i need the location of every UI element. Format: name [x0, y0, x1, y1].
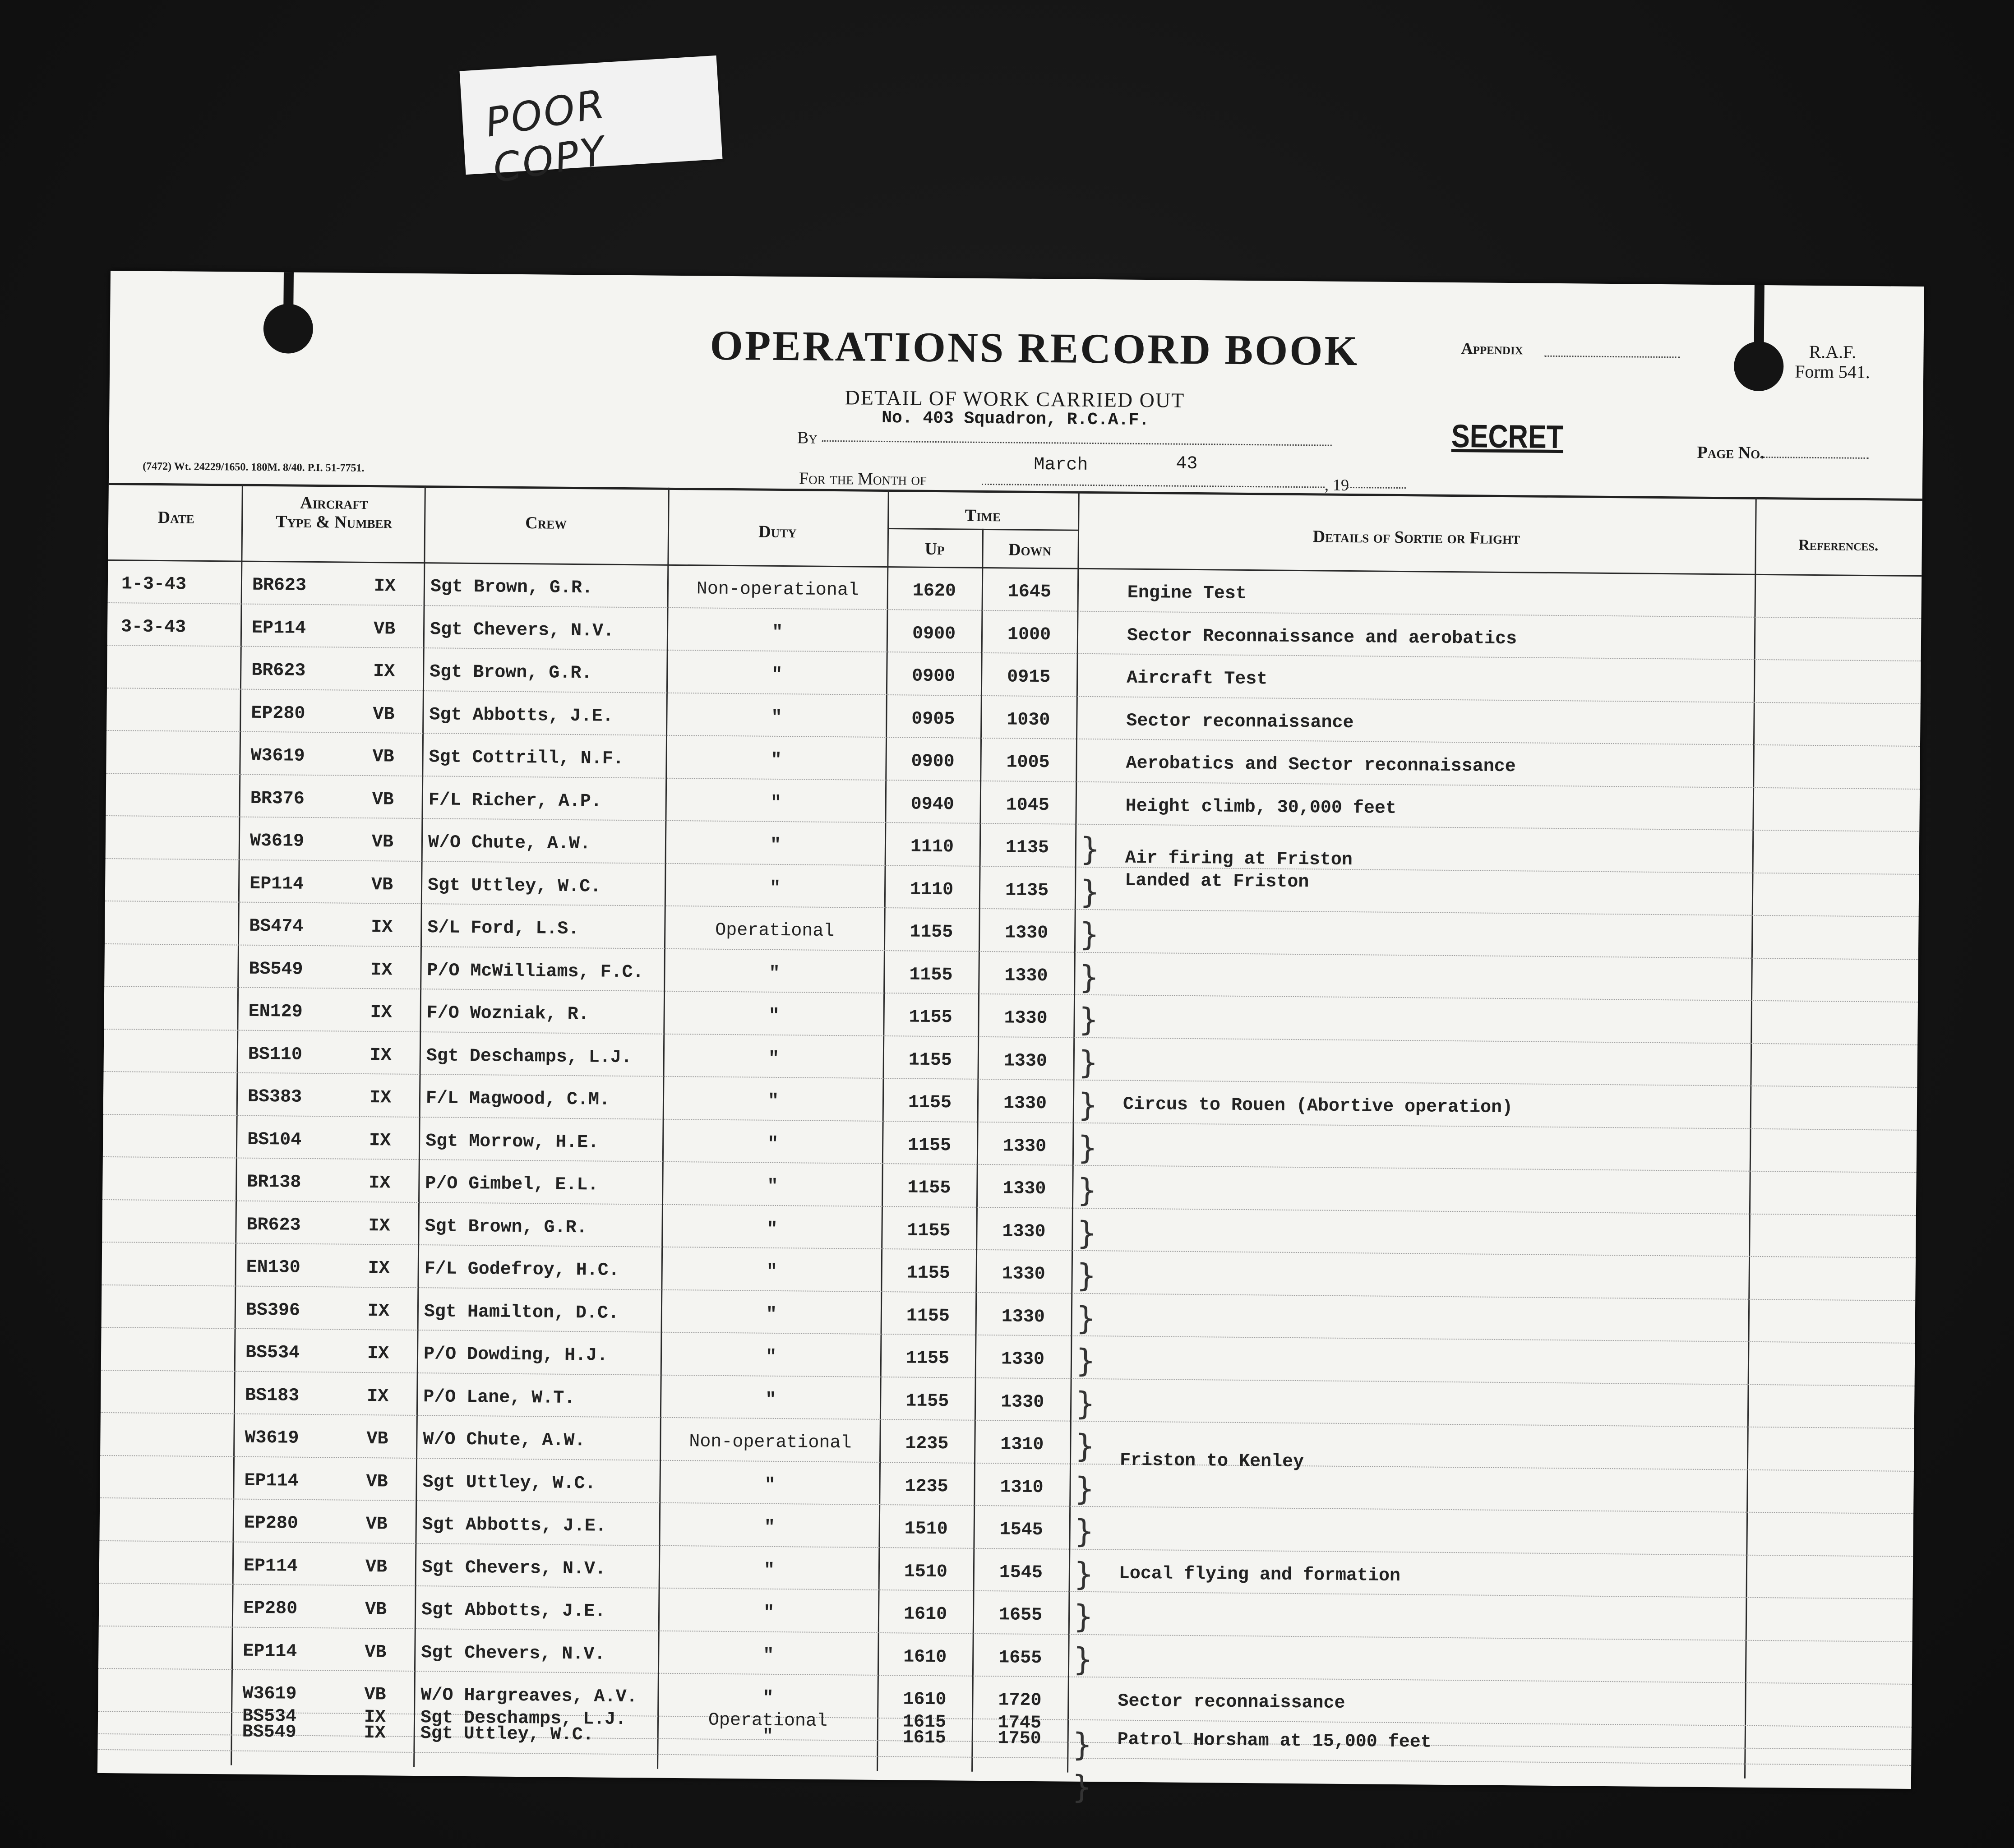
cell-number: BR623: [252, 575, 307, 596]
group-brace: }: [1074, 1470, 1095, 1507]
table-row: [102, 1327, 1915, 1343]
table-row: [101, 1412, 1914, 1428]
table-row: [100, 1497, 1913, 1514]
cell-type: IX: [364, 1707, 386, 1728]
cell-crew: Sgt Abbotts, J.E.: [429, 704, 614, 727]
col-references-header: References.: [1798, 536, 1879, 554]
cell-duty: ": [769, 878, 781, 899]
page-label: Page No.: [1697, 443, 1765, 463]
cell-duty: ": [766, 1304, 777, 1325]
group-note: Air firing at Friston: [1125, 848, 1353, 871]
col-crew-header: Crew: [525, 513, 567, 533]
cell-up: 1155: [909, 965, 953, 985]
cell-crew: Sgt Chevers, N.V.: [421, 1642, 605, 1665]
cell-type: IX: [367, 1344, 389, 1364]
cell-crew: Sgt Chevers, N.V.: [421, 1557, 606, 1580]
cell-down: 1330: [1003, 1093, 1047, 1114]
table-row: [99, 1583, 1913, 1599]
column-divider: [1744, 497, 1757, 1779]
table-row: [102, 1284, 1915, 1300]
col-aircraft-header-line-1: Aircraft: [300, 493, 368, 513]
cell-number: BR376: [250, 788, 305, 809]
group-brace: }: [1079, 873, 1100, 910]
column-divider: [231, 484, 243, 1765]
cell-number: EP114: [243, 1641, 297, 1662]
by-field: [822, 440, 1332, 446]
cell-type: VB: [365, 1642, 387, 1663]
cell-number: BR138: [247, 1172, 301, 1193]
cell-number: EP114: [249, 873, 304, 895]
cell-duty: ": [771, 707, 782, 728]
cell-crew: Sgt Morrow, H.E.: [425, 1131, 599, 1153]
cell-type: IX: [370, 960, 393, 981]
form-id: [1795, 342, 1870, 382]
group-brace: }: [1076, 1214, 1097, 1252]
cell-crew: Sgt Deschamps, L.J.: [426, 1045, 633, 1068]
cell-crew: W/O Hargreaves, A.V.: [420, 1685, 637, 1708]
cell-down: 1720: [998, 1690, 1042, 1711]
cell-date: 1-3-43: [121, 574, 187, 595]
cell-up: 1110: [910, 879, 954, 900]
cell-number: BS474: [249, 916, 304, 937]
group-brace: }: [1077, 1129, 1098, 1166]
cell-number: BR623: [246, 1215, 301, 1236]
cell-crew: Sgt Deschamps, L.J.: [420, 1708, 627, 1730]
cell-duty: ": [768, 1049, 780, 1069]
table-row: [106, 772, 1920, 789]
cell-down: 1330: [1003, 1050, 1047, 1072]
cell-details: Aerobatics and Sector reconnaissance: [1126, 753, 1516, 777]
table-row: [99, 1540, 1913, 1556]
cell-up: 1620: [912, 581, 956, 602]
cell-type: VB: [373, 619, 396, 640]
cell-duty: Non-operational: [696, 579, 859, 601]
group-brace: }: [1073, 1555, 1094, 1593]
cell-number: BS549: [242, 1722, 296, 1743]
cell-down: 1330: [1001, 1349, 1045, 1370]
month-value: March: [1034, 454, 1088, 476]
cell-crew: Sgt Abbotts, J.E.: [422, 1515, 607, 1537]
cell-number: BS396: [245, 1300, 300, 1321]
cell-duty: Operational: [715, 920, 835, 942]
cell-number: W3619: [249, 831, 305, 852]
poor-copy-text: POOR COPY: [482, 80, 610, 192]
group-brace: }: [1075, 1342, 1096, 1380]
table-row: [104, 1071, 1917, 1087]
cell-up: 1155: [908, 1092, 952, 1113]
cell-details: Sector reconnaissance: [1118, 1691, 1345, 1714]
cell-type: IX: [370, 1045, 392, 1066]
cell-duty: ": [767, 1176, 778, 1197]
table-row: [98, 1668, 1912, 1684]
cell-up: 0900: [912, 666, 956, 687]
cell-duty: ": [771, 750, 782, 771]
group-brace: }: [1074, 1512, 1095, 1550]
cell-crew: Sgt Uttley, W.C.: [422, 1472, 596, 1494]
cell-up: 1155: [908, 1050, 952, 1071]
cell-duty: ": [762, 1688, 774, 1709]
group-brace: }: [1076, 1171, 1098, 1209]
group-brace: }: [1076, 1257, 1097, 1294]
cell-number: W3619: [250, 745, 305, 767]
cell-type: VB: [365, 1557, 388, 1577]
form-id-line-1: R.A.F.: [1809, 341, 1857, 362]
poor-copy-label: [460, 55, 723, 192]
cell-duty: Operational: [708, 1710, 828, 1732]
cell-duty: ": [769, 963, 780, 984]
form-title: OPERATIONS RECORD BOOK: [710, 322, 1359, 375]
cell-number: W3619: [242, 1683, 297, 1705]
cell-details: Aircraft Test: [1127, 668, 1268, 690]
cell-duty: ": [770, 835, 781, 856]
table-row: [106, 815, 1919, 832]
cell-up: 1155: [905, 1348, 950, 1369]
cell-type: VB: [366, 1429, 388, 1450]
table-row: [102, 1199, 1916, 1215]
cell-type: VB: [373, 704, 395, 725]
col-up-header: Up: [924, 539, 945, 559]
group-note: Landed at Friston: [1125, 870, 1309, 893]
col-duty-header: Duty: [758, 522, 797, 542]
cell-number: BS183: [245, 1385, 300, 1406]
cell-down: 1750: [998, 1728, 1041, 1750]
table-row: [108, 602, 1922, 618]
cell-type: IX: [369, 1173, 391, 1194]
cell-down: 1330: [1002, 1136, 1047, 1157]
cell-crew: F/O Wozniak, R.: [426, 1003, 589, 1025]
punch-hole-left: [263, 304, 313, 354]
cell-type: VB: [371, 874, 393, 896]
cell-crew: F/L Richer, A.P.: [428, 790, 602, 812]
cell-number: BS104: [247, 1129, 302, 1150]
form-id-line-2: Form 541.: [1794, 361, 1871, 383]
col-aircraft-header-line-2: Type & Number: [275, 512, 393, 532]
cell-type: IX: [364, 1723, 386, 1744]
appendix-label: Appendix: [1461, 339, 1523, 358]
group-brace: }: [1079, 915, 1100, 953]
cell-duty: ": [763, 1645, 774, 1666]
cell-crew: S/L Ford, L.S.: [427, 918, 579, 940]
cell-down: 1135: [1005, 880, 1049, 901]
cell-duty: ": [765, 1347, 777, 1368]
table-header-rule: [108, 559, 1922, 577]
cell-crew: Sgt Abbotts, J.E.: [421, 1600, 606, 1622]
cell-down: 1030: [1007, 709, 1050, 730]
group-brace: }: [1075, 1385, 1096, 1422]
cell-up: 1610: [903, 1689, 947, 1710]
cell-down: 1330: [1002, 1221, 1046, 1242]
form-subtitle: DETAIL OF WORK CARRIED OUT: [845, 386, 1185, 412]
cell-number: EP114: [243, 1556, 298, 1577]
cell-down: 1655: [998, 1647, 1042, 1668]
cell-crew: Sgt Brown, G.R.: [430, 662, 592, 684]
cell-down: 1330: [1005, 923, 1049, 944]
table-row: [107, 645, 1921, 661]
group-brace: }: [1072, 1768, 1092, 1806]
cell-down: 1330: [1001, 1306, 1045, 1327]
table-row: [107, 687, 1921, 703]
cell-down: 1645: [1007, 582, 1052, 603]
cell-details: Engine Test: [1127, 582, 1247, 604]
col-date-header: Date: [157, 508, 194, 527]
cell-up: 1510: [904, 1561, 948, 1582]
cell-number: BR623: [251, 660, 306, 681]
cell-type: IX: [369, 1130, 391, 1151]
cell-crew: W/O Chute, A.W.: [423, 1429, 586, 1451]
binding-slot-right: [1754, 285, 1765, 346]
group-brace: }: [1074, 1427, 1095, 1465]
cell-duty: ": [767, 1091, 779, 1112]
cell-crew: Sgt Hamilton, D.C.: [424, 1301, 619, 1324]
year-prefix: , 19: [1324, 476, 1349, 494]
cell-down: 1655: [998, 1605, 1043, 1626]
cell-down: 1330: [1004, 965, 1048, 986]
cell-up: 1110: [910, 836, 954, 858]
table-row: [105, 901, 1919, 917]
cell-duty: ": [767, 1219, 778, 1240]
cell-up: 0905: [911, 709, 955, 730]
cell-down: 1330: [1004, 1008, 1048, 1029]
group-brace: }: [1076, 1299, 1096, 1337]
group-brace: }: [1080, 830, 1100, 868]
cell-crew: P/O Dowding, H.J.: [423, 1344, 608, 1366]
table-row: [99, 1625, 1912, 1641]
cell-up: 1610: [903, 1646, 947, 1668]
table-row: [101, 1369, 1915, 1386]
cell-crew: Sgt Uttley, W.C.: [420, 1723, 594, 1746]
cell-number: BS549: [249, 959, 303, 980]
cell-date: 3-3-43: [120, 616, 186, 638]
cell-details: Height climb, 30,000 feet: [1125, 796, 1397, 819]
group-brace: }: [1072, 1726, 1093, 1763]
group-note: Friston to Kenley: [1119, 1450, 1304, 1473]
table-row: [104, 986, 1918, 1002]
cell-number: BS534: [242, 1706, 297, 1727]
col-aircraft-header: [244, 493, 425, 532]
cell-up: 0900: [912, 624, 956, 644]
table-row: [104, 1028, 1917, 1044]
cell-duty: ": [770, 793, 781, 813]
cell-up: 1235: [905, 1476, 948, 1497]
cell-down: 1000: [1007, 624, 1051, 645]
cell-down: 1745: [998, 1713, 1042, 1734]
cell-down: 1005: [1006, 752, 1050, 773]
group-brace: }: [1072, 1640, 1094, 1678]
table-row: [106, 858, 1919, 874]
cell-type: VB: [372, 747, 394, 767]
cell-type: IX: [368, 1215, 390, 1236]
cell-duty: ": [767, 1134, 779, 1155]
cell-down: 1330: [1002, 1178, 1046, 1200]
by-label: By: [797, 428, 818, 448]
cell-duty: ": [771, 665, 783, 686]
cell-details: Sector Reconnaissance and aerobatics: [1127, 625, 1517, 649]
cell-type: IX: [367, 1386, 389, 1407]
group-brace: }: [1078, 1001, 1099, 1039]
cell-crew: Sgt Cottrill, N.F.: [429, 747, 624, 769]
group-brace: }: [1077, 1086, 1098, 1124]
cell-down: 1545: [999, 1520, 1043, 1541]
punch-hole-right: [1734, 341, 1784, 391]
month-label: For the Month of: [799, 469, 927, 489]
cell-up: 1155: [905, 1391, 949, 1412]
cell-duty: ": [764, 1517, 775, 1538]
cell-duty: ": [763, 1560, 775, 1581]
cell-number: EP280: [251, 703, 305, 724]
cell-duty: ": [765, 1390, 776, 1410]
cell-duty: ": [768, 1006, 780, 1027]
operations-record-sheet: [97, 271, 1924, 1806]
cell-down: 1135: [1005, 837, 1049, 859]
cell-up: 1155: [906, 1305, 950, 1326]
cell-up: 1235: [905, 1433, 949, 1455]
cell-up: 1155: [907, 1220, 951, 1241]
cell-number: BS534: [245, 1342, 300, 1363]
cell-crew: F/L Godefroy, H.C.: [424, 1259, 619, 1281]
cell-number: EP280: [244, 1513, 299, 1534]
group-brace: }: [1073, 1598, 1094, 1635]
cell-type: IX: [373, 661, 395, 682]
month-field: [982, 484, 1325, 488]
cell-duty: Non-operational: [689, 1432, 852, 1454]
table-row: [100, 1455, 1914, 1471]
cell-number: BS110: [248, 1044, 303, 1065]
cell-down: 1310: [1000, 1434, 1044, 1455]
cell-duty: ": [763, 1603, 775, 1623]
cell-crew: Sgt Brown, G.R.: [425, 1216, 587, 1238]
cell-type: IX: [368, 1258, 390, 1279]
col-details-header: Details of Sortie or Flight: [1312, 527, 1520, 548]
col-down-header: Down: [1008, 540, 1052, 560]
cell-type: VB: [364, 1685, 386, 1705]
page-field: [1760, 457, 1869, 459]
cell-type: IX: [369, 1088, 392, 1109]
cell-up: 1510: [904, 1519, 948, 1540]
cell-down: 0915: [1007, 667, 1051, 688]
cell-type: VB: [371, 832, 394, 853]
cell-crew: Sgt Uttley, W.C.: [427, 875, 601, 897]
year-field: [1347, 487, 1406, 489]
cell-crew: Sgt Chevers, N.V.: [430, 619, 614, 642]
cell-down: 1310: [1000, 1477, 1044, 1498]
cell-down: 1330: [1000, 1391, 1044, 1413]
cell-crew: W/O Chute, A.W.: [428, 832, 591, 855]
cell-type: VB: [365, 1514, 388, 1535]
cell-up: 1155: [907, 1135, 952, 1156]
classification-stamp: SECRET: [1451, 418, 1564, 456]
cell-up: 1155: [909, 1007, 952, 1028]
cell-details: Patrol Horsham at 15,000 feet: [1117, 1729, 1432, 1753]
cell-number: EN129: [248, 1001, 303, 1022]
cell-number: EP114: [251, 618, 306, 639]
cell-down: 1045: [1006, 795, 1049, 816]
binding-slot-left: [283, 272, 294, 308]
cell-up: 0900: [911, 751, 955, 772]
cell-up: 1615: [902, 1728, 946, 1749]
cell-duty: ": [771, 622, 783, 643]
cell-type: VB: [372, 789, 394, 810]
table-row: [103, 1113, 1917, 1130]
cell-up: 1155: [906, 1263, 950, 1284]
cell-type: VB: [366, 1471, 388, 1492]
cell-type: IX: [374, 576, 396, 597]
cell-down: 1545: [999, 1562, 1043, 1583]
squadron-name: No. 403 Squadron, R.C.A.F.: [882, 408, 1150, 430]
cell-type: IX: [371, 917, 393, 938]
table-row: [97, 1749, 1911, 1765]
cell-number: EP114: [244, 1470, 299, 1492]
cell-up: 1615: [902, 1712, 947, 1733]
cell-crew: F/L Magwood, C.M.: [425, 1088, 610, 1110]
cell-number: EN130: [246, 1257, 300, 1278]
cell-crew: Sgt Brown, G.R.: [430, 577, 593, 599]
year-value: 43: [1176, 453, 1198, 475]
cell-crew: P/O McWilliams, F.C.: [427, 960, 644, 983]
table-row: [103, 1156, 1917, 1173]
cell-duty: ": [764, 1475, 776, 1496]
cell-type: VB: [365, 1599, 387, 1620]
group-brace: }: [1079, 958, 1099, 996]
col-time-header: Time: [965, 506, 1001, 526]
table-row: [102, 1242, 1916, 1258]
cell-crew: P/O Lane, W.T.: [423, 1386, 575, 1409]
cell-type: IX: [367, 1301, 390, 1321]
cell-up: 1155: [910, 922, 953, 943]
cell-number: BS383: [247, 1086, 302, 1108]
cell-details: Sector reconnaissance: [1126, 711, 1354, 733]
table-row: [105, 943, 1918, 959]
cell-crew: P/O Gimbel, E.L.: [425, 1173, 599, 1196]
appendix-field: [1544, 356, 1680, 358]
cell-type: IX: [370, 1003, 392, 1023]
cell-duty: ": [762, 1726, 773, 1747]
cell-number: EP280: [243, 1598, 298, 1619]
cell-number: W3619: [245, 1428, 299, 1449]
group-brace: }: [1078, 1044, 1099, 1081]
print-code: (7472) Wt. 24229/1650. 180M. 8/40. P.I. 51-7751.: [143, 460, 365, 474]
cell-down: 1330: [1002, 1264, 1045, 1285]
cell-details: Local flying and formation: [1118, 1563, 1401, 1586]
cell-details: Circus to Rouen (Abortive operation): [1122, 1094, 1513, 1118]
cell-up: 1155: [907, 1178, 951, 1199]
table-row: [106, 730, 1920, 746]
cell-up: 0940: [910, 794, 954, 815]
cell-up: 1610: [903, 1604, 947, 1625]
cell-duty: ": [766, 1261, 777, 1282]
